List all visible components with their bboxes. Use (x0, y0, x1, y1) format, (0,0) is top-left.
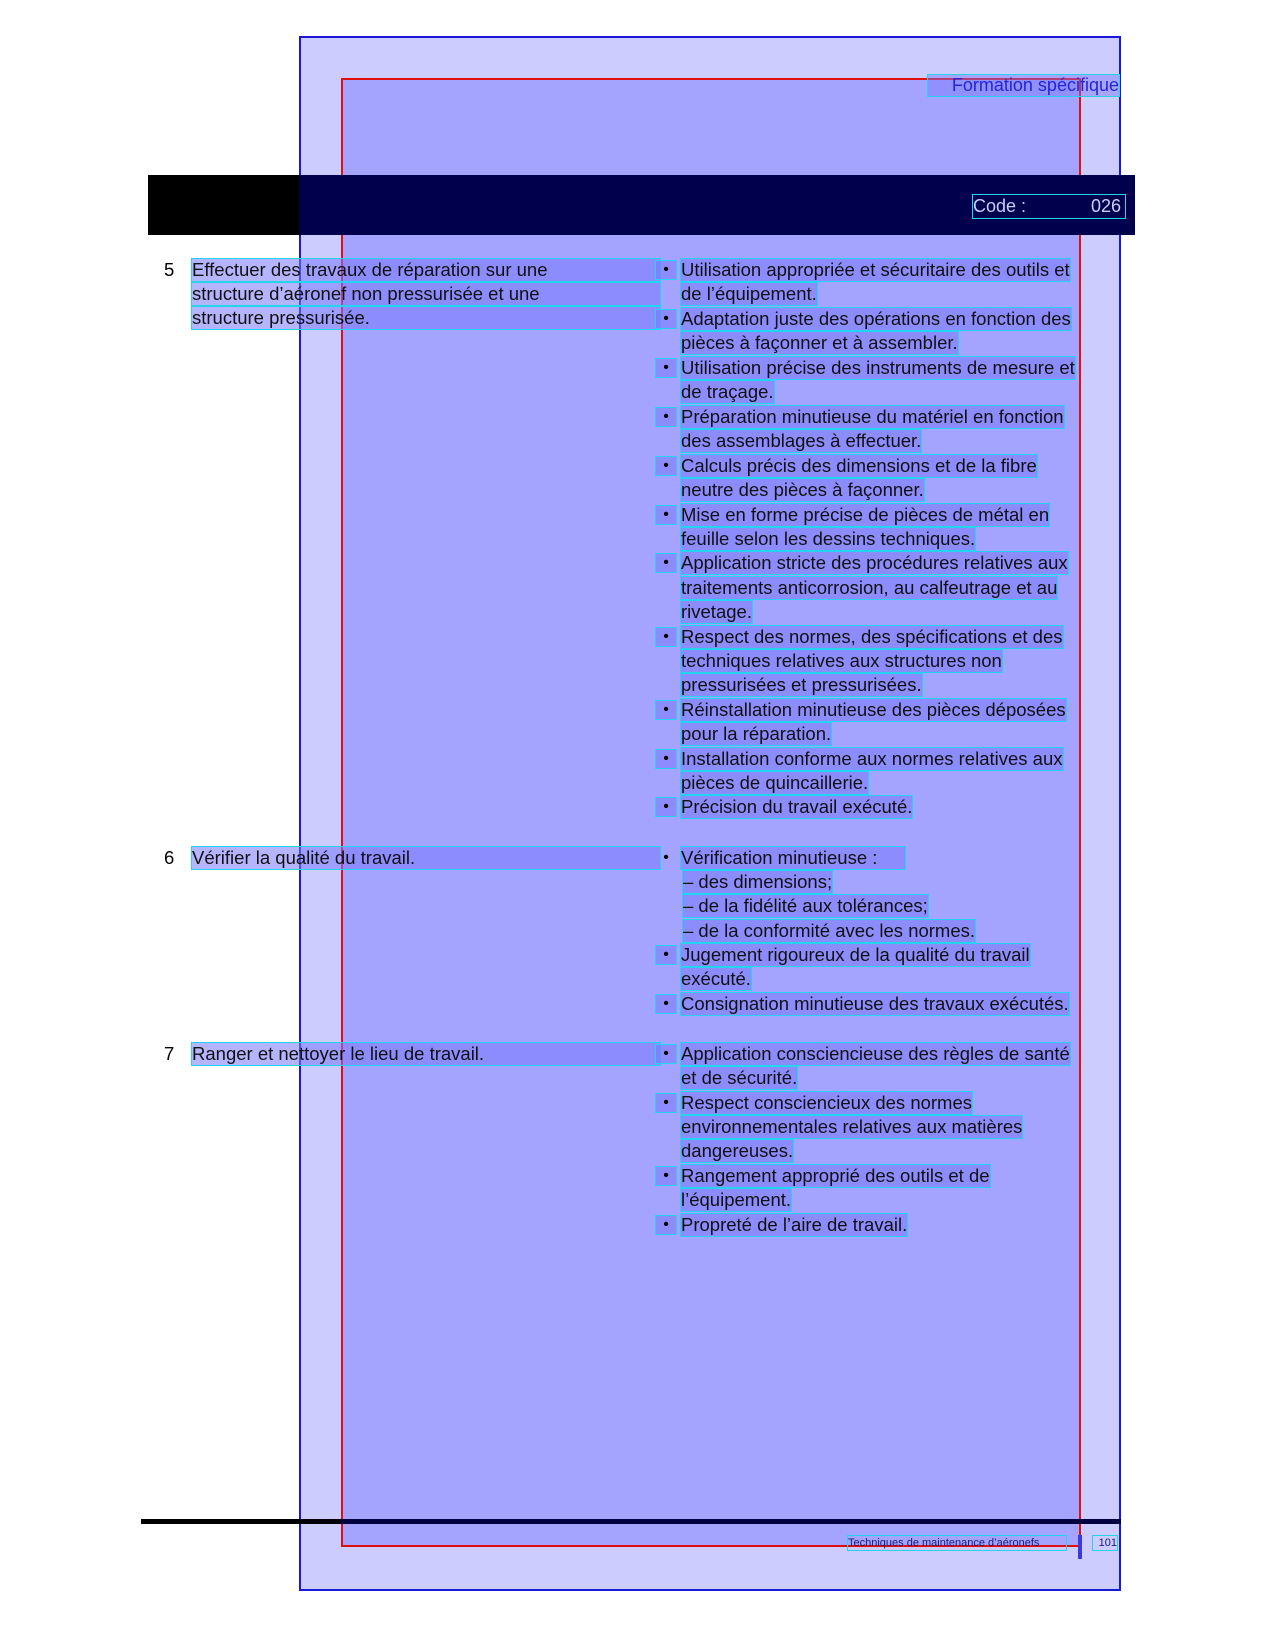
element-text-line: Vérifier la qualité du travail. (192, 847, 660, 869)
bullet-icon: • (656, 310, 676, 328)
criterion-text-line: traitements anticorrosion, au calfeutrage et au (681, 576, 1058, 598)
footer-separator (1078, 1535, 1082, 1559)
criterion-text-line: Respect consciencieux des normes (681, 1091, 973, 1113)
code-value: 026 (1090, 196, 1121, 216)
code-key: Code : (973, 196, 1027, 216)
criterion-text-line: Utilisation précise des instruments de mesure et (681, 356, 1075, 378)
bullet-icon: • (663, 849, 669, 866)
element-text-line: structure pressurisée. (192, 307, 660, 329)
bullet-icon: • (656, 1167, 676, 1185)
bullet-icon: • (656, 1094, 676, 1112)
bullet-icon: • (656, 408, 676, 426)
criterion-text-line: environnementales relatives aux matières (681, 1116, 1023, 1138)
footer-rule-overlay (341, 1519, 1121, 1524)
section-title: Formation spécifique (928, 75, 1119, 96)
code-label (973, 195, 1125, 218)
sub-criterion-line: – des dimensions; (683, 871, 833, 893)
page-number: 101 (1093, 1536, 1117, 1550)
element-number: 7 (164, 1043, 175, 1064)
criterion-text-line: exécuté. (681, 968, 751, 989)
criterion-text-line: feuille selon les dessins techniques. (681, 527, 976, 549)
criterion-text-line: Application consciencieuse des règles de santé (681, 1043, 1070, 1064)
criterion-text-line: pour la réparation. (681, 722, 832, 744)
sub-criterion-line: – de la conformité avec les normes. (683, 919, 976, 941)
bullet-icon: • (656, 1216, 676, 1234)
criterion-text-line: Utilisation appropriée et sécuritaire des outils et (681, 259, 1070, 280)
criterion-text-line: Respect des normes, des spécifications et des (681, 625, 1063, 647)
criterion-text-line: pièces à façonner et à assembler. (681, 332, 958, 354)
criterion-text-line: Rangement approprié des outils et de (681, 1165, 990, 1186)
criterion-text-line: et de sécurité. (681, 1067, 798, 1089)
criterion-text-line: Jugement rigoureux de la qualité du travail (681, 943, 1030, 965)
element-number: 5 (164, 259, 175, 280)
bullet-icon: • (656, 261, 676, 279)
criterion-text-line: Préparation minutieuse du matériel en fonction (681, 405, 1064, 427)
criterion-text-line: pièces de quincaillerie. (681, 771, 869, 793)
criterion-text-line: Installation conforme aux normes relatives aux (681, 747, 1063, 769)
criterion-text-line: Réinstallation minutieuse des pièces déposées (681, 698, 1066, 720)
bullet-icon: • (656, 359, 676, 377)
bullet-icon: • (656, 995, 676, 1013)
sub-criterion-line: – de la fidélité aux tolérances; (683, 895, 928, 917)
bullet-icon: • (656, 946, 676, 964)
bullet-icon: • (656, 701, 676, 719)
criterion-text-line: Adaptation juste des opérations en fonction des (681, 307, 1071, 329)
criterion-text-line: Calculs précis des dimensions et de la fibre (681, 454, 1037, 476)
criterion-text-line: Consignation minutieuse des travaux exécutés. (681, 992, 1069, 1014)
element-number: 6 (164, 847, 175, 868)
bullet-icon: • (656, 628, 676, 646)
criterion-text-line: l’équipement. (681, 1189, 792, 1211)
criterion-text-line: de traçage. (681, 381, 774, 402)
element-text-line: Effectuer des travaux de réparation sur une (192, 259, 660, 281)
bullet-icon: • (656, 798, 676, 816)
bullet-icon: • (656, 1045, 676, 1063)
bullet-icon: • (656, 554, 676, 572)
criterion-text-line: Propreté de l’aire de travail. (681, 1213, 908, 1235)
criterion-text-line: de l’équipement. (681, 283, 817, 305)
criterion-text-line: Application stricte des procédures relatives aux (681, 552, 1068, 574)
bullet-icon: • (656, 506, 676, 524)
criterion-text-line: des assemblages à effectuer. (681, 429, 922, 451)
element-text-line: structure d’aéronef non pressurisée et une (192, 283, 660, 305)
bullet-icon: • (656, 750, 676, 768)
bullet-icon: • (656, 457, 676, 475)
criterion-text-line: techniques relatives aux structures non (681, 649, 1002, 671)
criterion-text-line: Précision du travail exécuté. (681, 796, 913, 818)
criterion-text-line: pressurisées et pressurisées. (681, 673, 922, 695)
footer-program: Techniques de maintenance d’aéronefs (848, 1536, 1066, 1550)
criterion-text-line: Vérification minutieuse : (681, 847, 905, 869)
criterion-text-line: rivetage. (681, 600, 752, 622)
criterion-text-line: neutre des pièces à façonner. (681, 478, 924, 500)
element-text-line: Ranger et nettoyer le lieu de travail. (192, 1043, 660, 1065)
criterion-text-line: Mise en forme précise de pièces de métal en (681, 503, 1050, 525)
criterion-text-line: dangereuses. (681, 1140, 794, 1162)
